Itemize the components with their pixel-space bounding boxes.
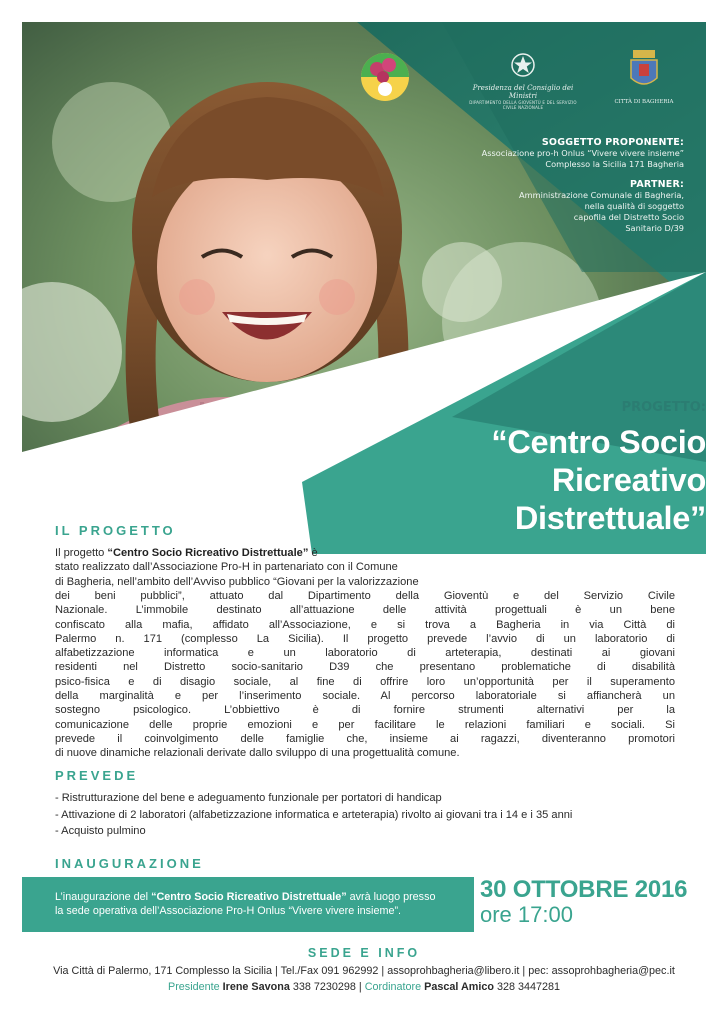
heading-il-progetto: IL PROGETTO [55,523,176,538]
partner-heading: PARTNER: [630,179,684,190]
body-text: è [308,547,318,559]
partner-line: capofila del Distretto Socio [573,212,684,222]
event-date: 30 OTTOBRE 2016 [480,876,688,903]
president-name: Irene Savona [222,981,290,993]
list-item: - Ristrutturazione del bene e adeguamento funzionale per portatori di handicap [55,792,442,804]
inaug-text: avrà luogo presso [346,891,436,903]
body-line: stato realizzato dall’Associazione Pro-H in partenariato con il Comune [55,561,398,574]
coordinator-role: Cordinatore [364,981,422,993]
city-logo [612,48,676,105]
partner [519,179,684,234]
president-role: Presidente [168,981,220,993]
title-line: “Centro Socio [491,424,706,460]
body-text: Il progetto [55,547,108,559]
heading-sede-info: SEDE E INFO [307,946,421,960]
body-line: comunicazione delle proprie emozioni e per facilitare le relazioni familiari e sociali. Si [55,718,675,731]
body-line: di nuove dinamiche relazionali derivate dallo sviluppo di una progettualità comune. [55,747,460,760]
inauguration-text [55,890,465,918]
body-line: Nazionale. L’immobile destinato all’attuazione delle attività progettuali è un bene [55,604,675,617]
body-line: dei beni pubblici”, attuato dal Dipartimento della Gioventù e del Servizio Civile [55,590,675,602]
inaug-project-name: “Centro Socio Ricreativo Distrettuale” [151,891,347,903]
inauguration-line [55,890,465,904]
body-line: Palermo n. 171 (complesso La Sicilia). Il progetto prevede l’avvio di un laboratorio di [55,632,675,645]
body-line: psico-fisica e di disagio sociale, al fine di offrire loro un’opportunità per il superamento [55,675,675,688]
coordinator-name: Pascal Amico [424,981,494,993]
soggetto-line: Associazione pro-h Onlus “Vivere vivere insieme” [481,148,684,158]
prevede-list [55,790,572,840]
proh-logo-icon [355,45,415,105]
list-item: - Attivazione di 2 laboratori (alfabetizzazione informatica e arteterapia) rivolto ai giovani tra i 14 e i 35 anni [55,808,573,821]
president-phone: 338 7230298 | [289,981,365,993]
body-line: alfabetizzazione informatica e un laboratorio di arteterapia, destinati ai giovani [55,647,675,660]
partner-line: Sanitario D/39 [625,223,684,233]
soggetto-proponente [482,137,684,170]
government-subtitle: DIPARTIMENTO DELLA GIOVENTÙ E DEL SERVIZIO CIVILE NAZIONALE [469,100,577,110]
heading-prevede: PREVEDE [55,768,139,783]
body-line: sostegno psicologico. L’obbiettivo è di fornire strumenti alternativi per la [55,704,675,717]
project-title [491,423,706,537]
heading-inaugurazione: INAUGURAZIONE [55,856,204,871]
partner-line: nella qualità di soggetto [584,201,684,211]
title-line: Distrettuale” [514,500,706,536]
body-line: di Bagheria, nell’ambito dell’Avviso pubblico “Giovani per la valorizzazione [55,575,419,588]
italian-emblem-icon [510,52,536,78]
project-description [55,589,675,761]
body-line [55,546,510,560]
inaug-text: L’inaugurazione del [55,891,152,903]
soggetto-line: Complesso la Sicilia 171 Bagheria [545,159,684,169]
body-line: della marginalità e per l’inserimento sociale. Al percorso laboratoriale si affiancherà un [55,690,675,703]
event-time: ore 17:00 [480,902,573,927]
proh-logo [355,45,415,105]
government-logo [462,52,584,110]
progetto-label: PROGETTO: [621,400,706,415]
partner-line: Amministrazione Comunale di Bagheria, [519,190,684,200]
list-item: - Acquisto pulmino [55,825,146,837]
inauguration-line: la sede operativa dell’Associazione Pro-H Onlus “Vivere vivere insieme”. [55,905,402,917]
soggetto-heading: SOGGETTO PROPONENTE: [541,137,684,148]
city-name: CITTÀ DI BAGHERIA [614,99,674,105]
people-contacts [0,981,728,993]
body-line: residenti nel Distretto socio-sanitario D39 che presentano problematiche di disabilità [55,661,675,674]
coordinator-phone: 328 3447281 [493,981,560,993]
government-title: Presidenza del Consiglio dei Ministri [472,84,574,100]
title-line: Ricreativo [551,462,706,498]
project-name-bold: “Centro Socio Ricreativo Distrettuale” [107,547,309,559]
project-description-intro [55,546,510,589]
coat-of-arms-icon [627,48,661,92]
body-line: confiscato alla mafia, affidato all’Associazione, e si trova a Bagheria in via Città di [55,618,675,631]
address-contacts: Via Città di Palermo, 171 Complesso la Sicilia | Tel./Fax 091 962992 | assoprohbagheria@libero.it | pec: assoprohbagheria@pec.it [53,965,675,977]
body-line: prevede il coinvolgimento delle famiglie che, insieme ai ragazzi, diventeranno promotori [55,732,675,745]
